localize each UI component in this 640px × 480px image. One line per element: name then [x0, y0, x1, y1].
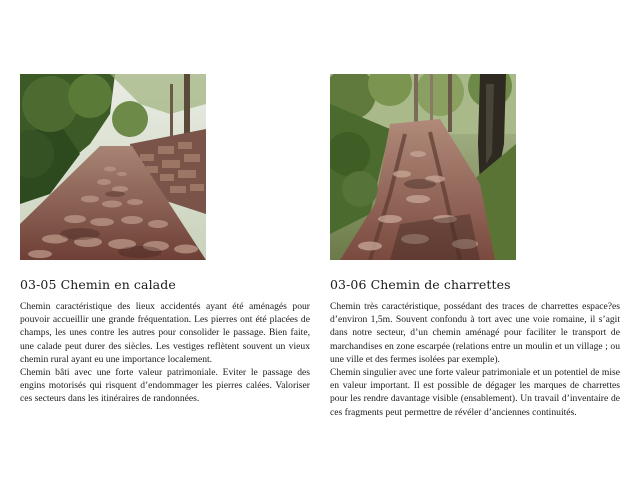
- body-paragraph: Chemin bâti avec une forte valeur patrimoniale. Eviter le passage des engins motorisés qui risquent d’endommager les pierres calées. Valoriser ces secteurs dans les itinéraires de randonnées.: [20, 367, 310, 405]
- cart-track-photo: [330, 74, 516, 260]
- section-heading: 03-05 Chemin en calade: [20, 277, 176, 292]
- body-paragraph: Chemin très caractéristique, possédant des traces de charrettes espace?es d’environ 1,5m. Souvent confondu à tort avec une voie romaine, il s’agit dans notre secteur, d’un chemin aménagé pour faciliter le transport de marchandises en zone escarpée (relations entre un moulin et un village ; ou une ville et des fermes isolées par exemple).: [330, 301, 620, 365]
- body-paragraph: Chemin singulier avec une forte valeur patrimoniale et un potentiel de mise en valeur important. Il est possible de dégager les marques de charrettes pour les rendre davantage visible (ensablement). Un travail d’inventaire de ces fragments peut permettre de révéler d’anciennes continuités.: [330, 367, 620, 418]
- section-heading: 03-06 Chemin de charrettes: [330, 277, 511, 292]
- body-paragraph: Chemin caractéristique des lieux accidentés ayant été aménagés pour pouvoir accueillir une grande fréquentation. Les pierres ont été placées de champs, les unes contre les autres pour consolider le passage. Bien faite, une calade peut durer des siècles. Les vestiges reflètent souvent un vieux chemin rural ayant eu une importance localement.: [20, 301, 310, 365]
- section-body: [20, 300, 310, 406]
- section-body: [330, 300, 620, 419]
- cobbled-path-photo: [20, 74, 206, 260]
